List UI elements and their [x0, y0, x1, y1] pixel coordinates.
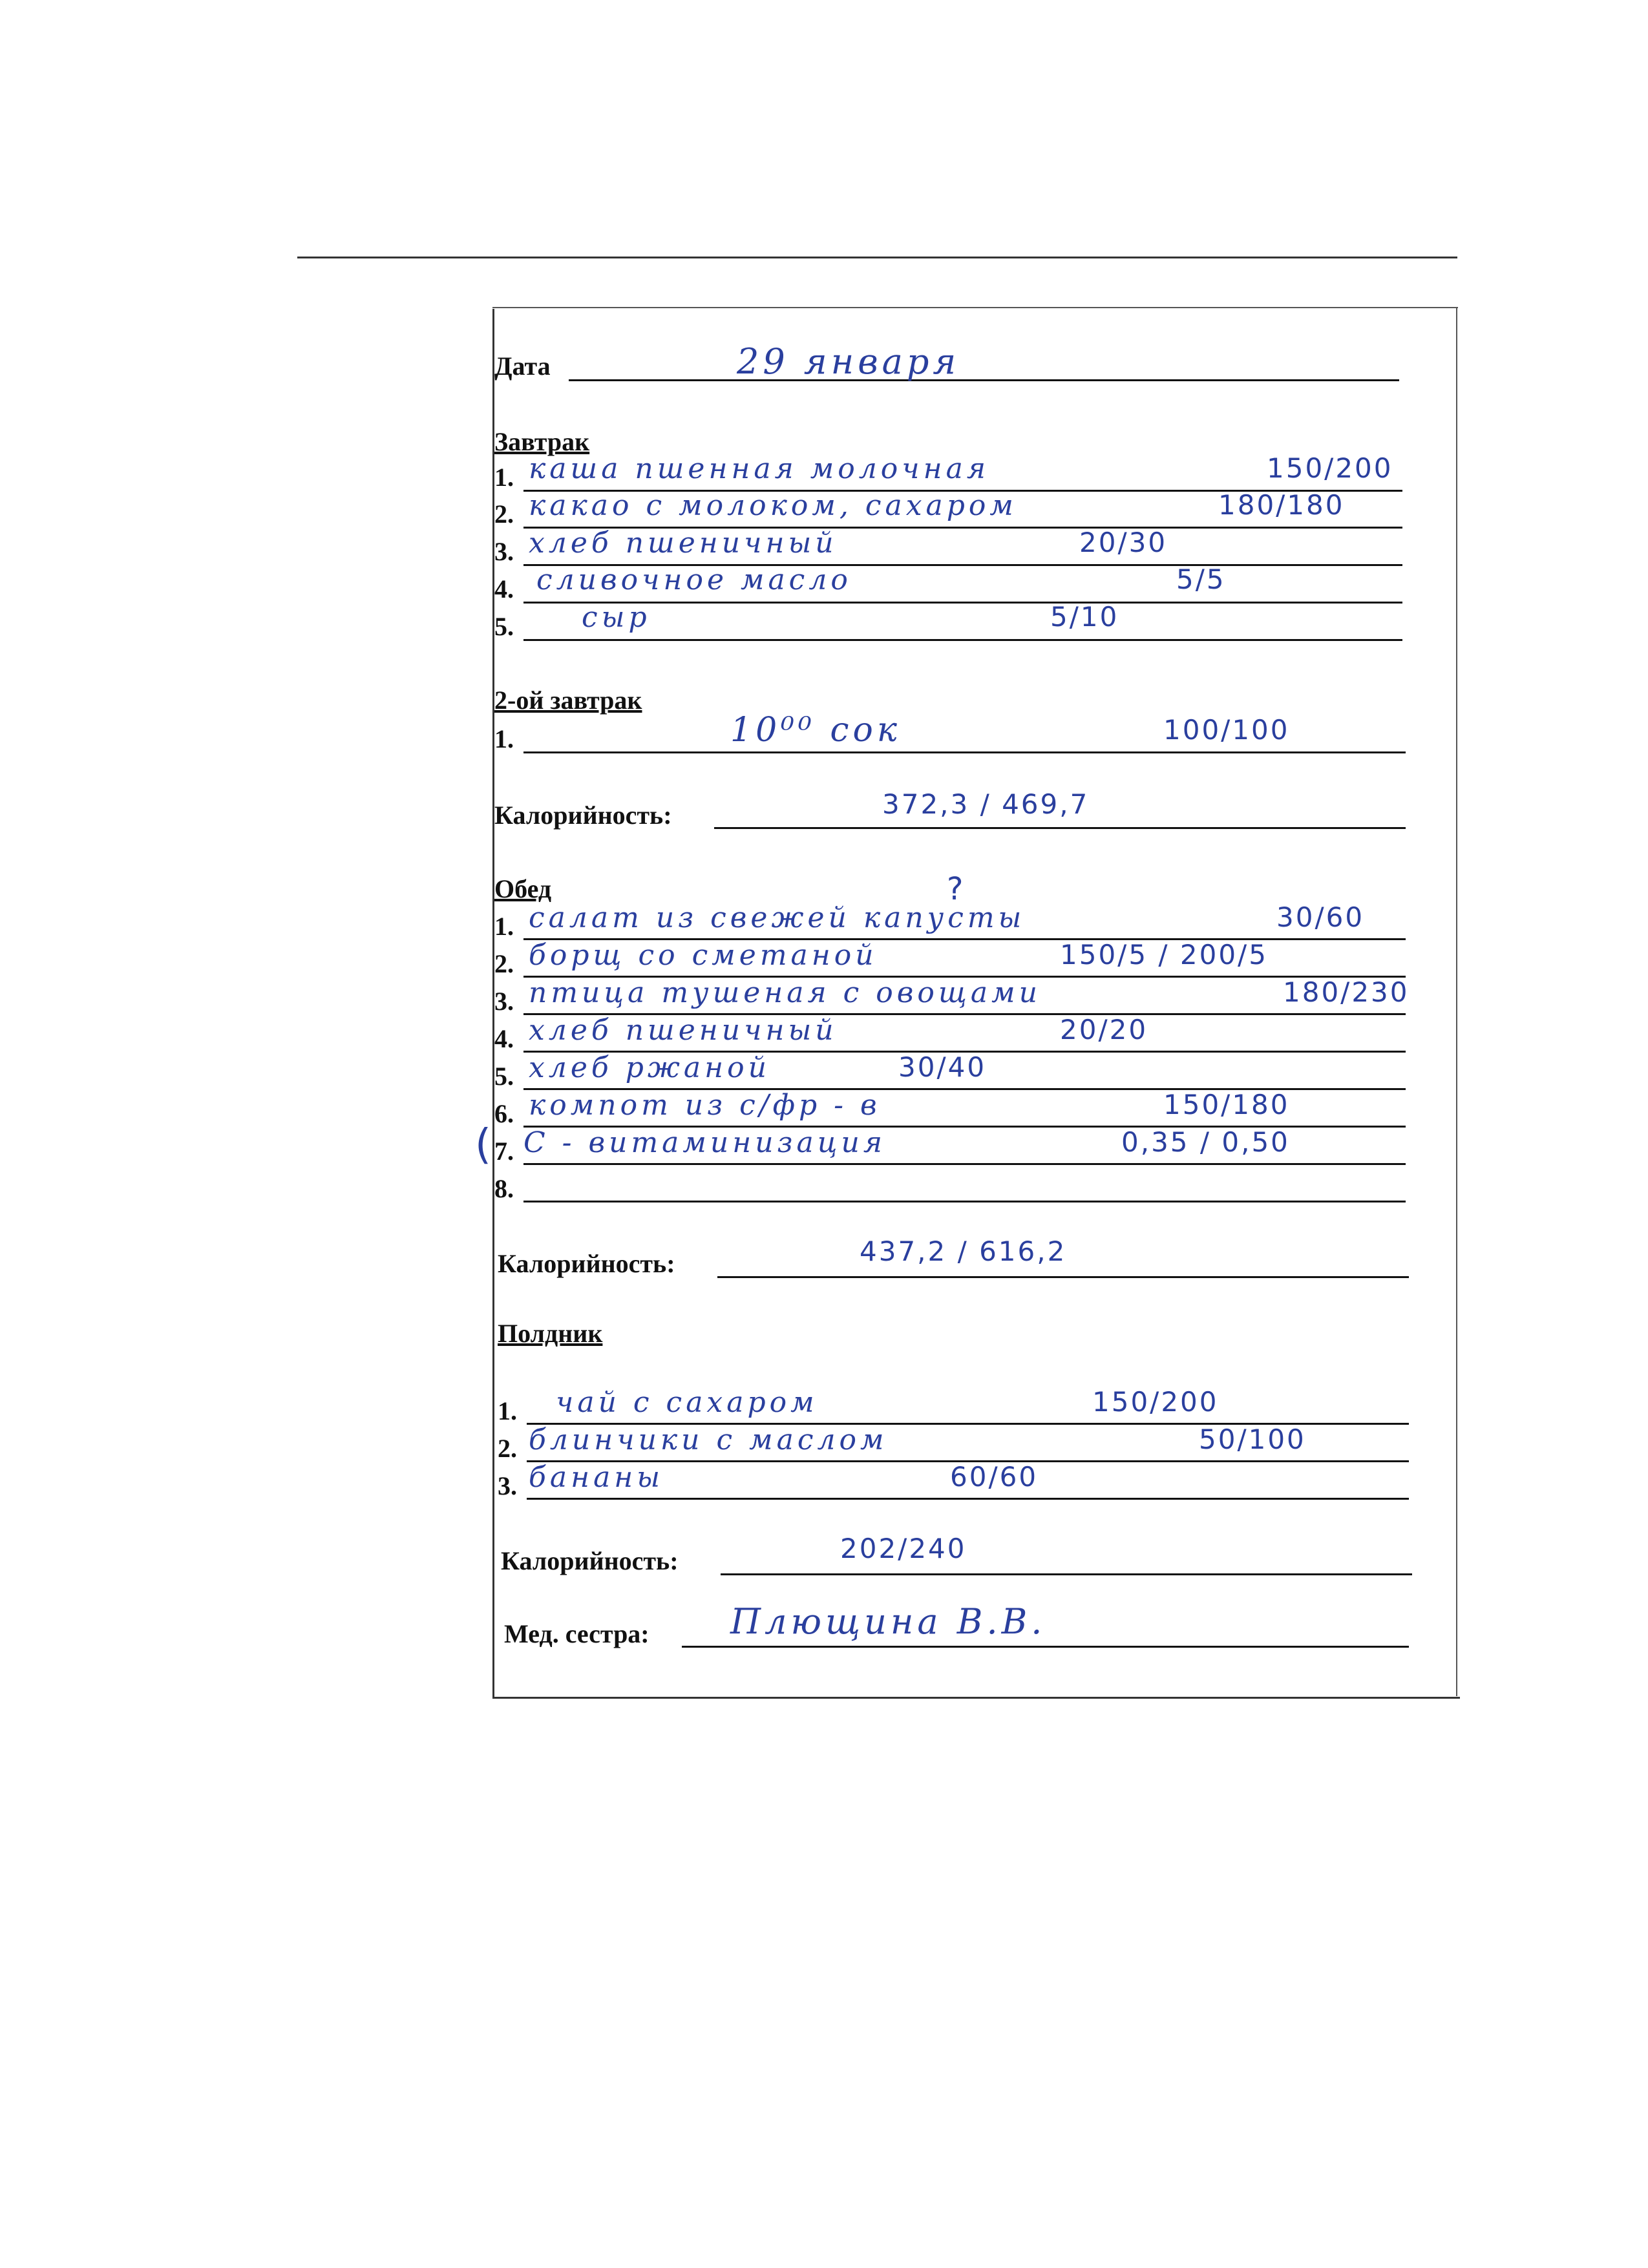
lunch-item-qty: 150/5 / 200/5 [1060, 939, 1268, 971]
snack-line [527, 1498, 1409, 1500]
lunch-item-text: птица тушеная с овощами [529, 976, 1041, 1009]
lunch-item-text: борщ со сметаной [529, 939, 878, 972]
lunch-item-num: 1. [494, 912, 514, 941]
snack-item-num: 1. [498, 1396, 517, 1425]
calories-label: Калорийность: [501, 1546, 679, 1575]
snack-item-qty: 150/200 [1092, 1386, 1219, 1418]
date-value: 29 января [737, 341, 960, 382]
lunch-heading: Обед [494, 874, 552, 903]
lunch-item-qty: 0,35 / 0,50 [1121, 1126, 1290, 1158]
lunch-item-num: 6. [494, 1099, 514, 1128]
form-frame-top [492, 307, 1458, 308]
breakfast-item-qty: 150/200 [1267, 452, 1393, 484]
snack-item-num: 3. [498, 1471, 517, 1500]
second-breakfast-item-text: 10⁰⁰ сок [730, 711, 901, 750]
calories-value: 437,2 / 616,2 [860, 1235, 1067, 1267]
calories-value: 372,3 / 469,7 [882, 788, 1090, 820]
bracket-mark: ( [475, 1121, 491, 1169]
breakfast-item-qty: 5/5 [1176, 563, 1226, 595]
breakfast-item-qty: 5/10 [1050, 601, 1119, 633]
lunch-item-num: 7. [494, 1137, 514, 1166]
lunch-item-text: хлеб ржаной [529, 1051, 770, 1084]
calories-label: Калорийность: [498, 1249, 675, 1278]
second-breakfast-item-qty: 100/100 [1163, 714, 1290, 746]
nurse-line [682, 1646, 1409, 1648]
breakfast-item-num: 2. [494, 499, 514, 529]
nurse-signature: Плющина В.В. [730, 1601, 1046, 1642]
lunch-item-text: компот из с/фр - в [529, 1089, 881, 1122]
lunch-item-text: салат из свежей капусты [529, 901, 1026, 934]
breakfast-item-num: 5. [494, 612, 514, 641]
snack-heading: Полдник [498, 1319, 603, 1348]
lunch-item-qty: 20/20 [1060, 1014, 1148, 1045]
date-line [569, 379, 1399, 381]
breakfast-item-num: 1. [494, 463, 514, 492]
second-breakfast-heading: 2-ой завтрак [494, 686, 642, 715]
lunch-item-text: С - витаминизация [523, 1126, 886, 1159]
calories-line [721, 1573, 1412, 1575]
nurse-label: Мед. сестра: [504, 1619, 650, 1648]
breakfast-item-qty: 20/30 [1079, 527, 1168, 558]
breakfast-heading: Завтрак [494, 427, 590, 456]
date-label: Дата [494, 352, 551, 381]
lunch-item-qty: 30/60 [1276, 901, 1365, 933]
lunch-line [523, 1163, 1406, 1165]
breakfast-item-num: 3. [494, 537, 514, 566]
snack-item-qty: 50/100 [1199, 1423, 1306, 1455]
breakfast-item-text: сыр [582, 601, 651, 634]
lunch-item-qty: 180/230 [1283, 976, 1410, 1008]
lunch-item-num: 8. [494, 1174, 514, 1203]
breakfast-item-qty: 180/180 [1218, 489, 1345, 521]
lunch-item-num: 5. [494, 1062, 514, 1091]
breakfast-item-text: сливочное масло [536, 563, 852, 596]
breakfast-line [523, 602, 1402, 604]
snack-item-text: бананы [529, 1461, 664, 1494]
second-breakfast-line [523, 751, 1406, 753]
lunch-item-qty: 150/180 [1163, 1089, 1290, 1120]
breakfast-item-text: каша пшенная молочная [529, 452, 989, 485]
lunch-item-text: хлеб пшеничный [529, 1014, 838, 1047]
lunch-item-num: 4. [494, 1024, 514, 1053]
snack-item-num: 2. [498, 1434, 517, 1463]
lunch-item-num: 2. [494, 949, 514, 978]
calories-label: Калорийность: [494, 801, 672, 830]
breakfast-item-num: 4. [494, 574, 514, 604]
lunch-item-num: 3. [494, 987, 514, 1016]
question-mark: ? [947, 871, 964, 907]
lunch-line [523, 1201, 1406, 1202]
breakfast-item-text: какао с молоком, сахаром [529, 489, 1017, 522]
calories-value: 202/240 [840, 1533, 967, 1564]
lunch-item-qty: 30/40 [898, 1051, 987, 1083]
scan-top-rule [297, 257, 1457, 258]
snack-item-qty: 60/60 [950, 1461, 1039, 1493]
breakfast-item-text: хлеб пшеничный [529, 527, 838, 560]
snack-item-text: блинчики с маслом [529, 1423, 888, 1456]
second-breakfast-item-num: 1. [494, 724, 514, 753]
snack-item-text: чай с сахаром [556, 1386, 818, 1419]
breakfast-line [523, 639, 1402, 641]
calories-line [714, 827, 1406, 829]
calories-line [717, 1276, 1409, 1278]
